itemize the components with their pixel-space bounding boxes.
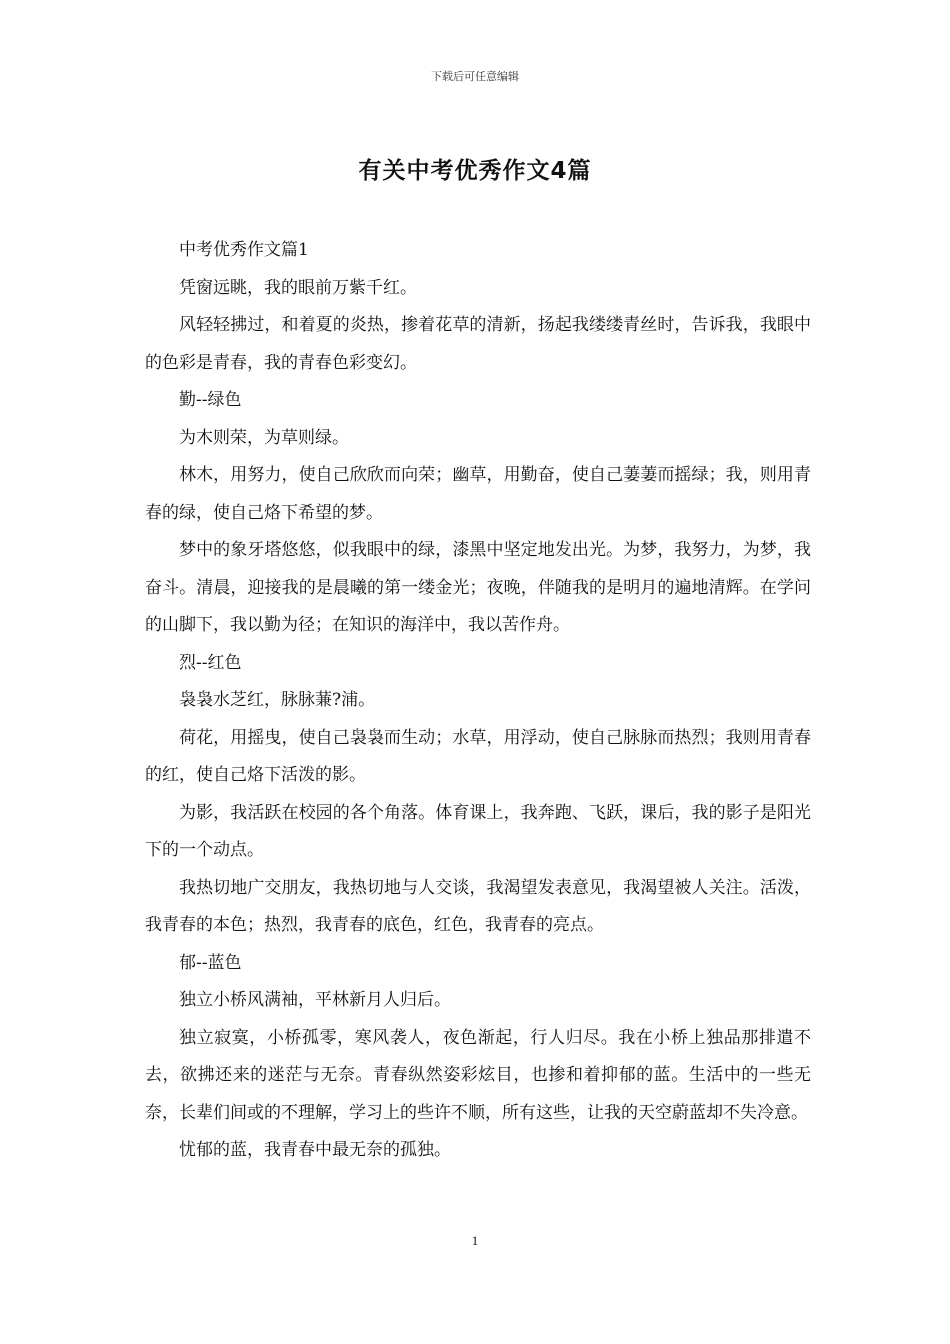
paragraph: 独立寂寞，小桥孤零，寒风袭人，夜色渐起，行人归尽。我在小桥上独品那排遣不去，欲拂还来的迷茫与无奈。青春纵然姿彩炫目，也掺和着抑郁的蓝。生活中的一些无奈，长辈们间或的不理解，学习上的些许不顺，所有这些，让我的天空蔚蓝却不失冷意。 [145,1027,811,1123]
paragraph: 郁--蓝色 [179,952,242,973]
paragraph: 我热切地广交朋友，我热切地与人交谈，我渴望发表意见，我渴望被人关注。活泼，我青春的本色；热烈，我青春的底色，红色，我青春的亮点。 [145,877,811,935]
paragraph: 林木，用努力，使自己欣欣而向荣；幽草，用勤奋，使自己萋萋而摇绿；我，则用青春的绿，使自己烙下希望的梦。 [145,465,811,523]
paragraph: 独立小桥风满袖，平林新月人归后。 [179,990,451,1010]
paragraph: 凭窗远眺，我的眼前万紫千红。 [179,277,417,298]
document-title: 有关中考优秀作文4篇 [358,158,592,184]
paragraph: 烈--红色 [179,652,242,673]
paragraph: 袅袅水芝红，脉脉蒹?浦。 [179,690,376,710]
paragraph: 忧郁的蓝，我青春中最无奈的孤独。 [179,1140,451,1160]
paragraph: 中考优秀作文篇1 [179,240,309,260]
page-number: 1 [471,1233,479,1248]
paragraph: 荷花，用摇曳，使自己袅袅而生动；水草，用浮动，使自己脉脉而热烈；我则用青春的红，使自己烙下活泼的影。 [145,727,811,785]
paragraph: 为影，我活跃在校园的各个角落。体育课上，我奔跑、飞跃，课后，我的影子是阳光下的一个动点。 [145,802,811,860]
paragraph: 勤--绿色 [179,390,242,410]
paragraph: 风轻轻拂过，和着夏的炎热，掺着花草的清新，扬起我缕缕青丝时，告诉我，我眼中的色彩是青春，我的青春色彩变幻。 [145,315,811,373]
page-header: 下载后可任意编辑 [431,70,519,83]
paragraph: 为木则荣，为草则绿。 [179,427,349,448]
paragraph: 梦中的象牙塔悠悠，似我眼中的绿，漆黑中坚定地发出光。为梦，我努力，为梦，我奋斗。清晨，迎接我的是晨曦的第一缕金光；夜晚，伴随我的是明月的遍地清辉。在学问的山脚下，我以勤为径；在知识的海洋中，我以苦作舟。 [145,540,811,635]
document-body [145,232,811,1170]
